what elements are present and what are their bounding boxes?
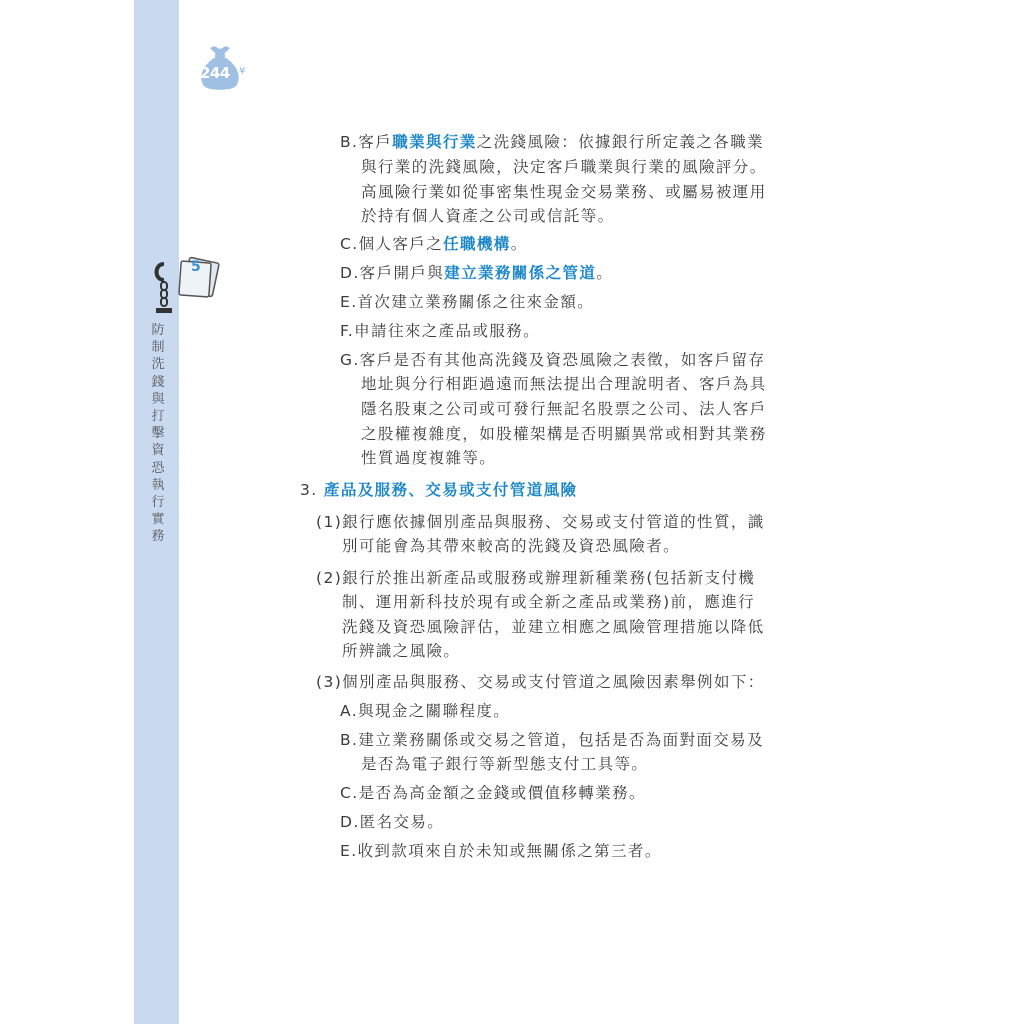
page-number: 244 xyxy=(200,64,230,82)
list-item-continuation: 隱名股東之公司或可發行無記名股票之公司、法人客戶 xyxy=(361,400,767,418)
list-item-continuation: 是否為電子銀行等新型態支付工具等。 xyxy=(361,755,649,773)
list-item-continuation: 之股權複雜度，如股權架構是否明顯異常或相對其業務 xyxy=(361,425,767,443)
chapter-number: 5 xyxy=(191,259,201,275)
list-item-continuation: 性質過度複雜等。 xyxy=(361,449,497,467)
list-item: D.客戶開戶與建立業務關係之管道。 xyxy=(340,264,614,282)
list-item: C.是否為高金額之金錢或價值移轉業務。 xyxy=(340,784,646,802)
currency-symbol: ¥ xyxy=(239,66,246,77)
list-item: B.客戶職業與行業之洗錢風險：依據銀行所定義之各職業 xyxy=(340,133,765,151)
numbered-paragraph: (1)銀行應依據個別產品與服務、交易或支付管道的性質，識 xyxy=(316,513,765,531)
paragraph-continuation: 別可能會為其帶來較高的洗錢及資恐風險者。 xyxy=(342,537,681,555)
list-item: B.建立業務關係或交易之管道，包括是否為面對面交易及 xyxy=(340,731,764,749)
numbered-paragraph: (2)銀行於推出新產品或服務或辦理新種業務(包括新支付機 xyxy=(316,569,756,587)
numbered-paragraph: (3)個別產品與服務、交易或支付管道之風險因素舉例如下： xyxy=(316,673,765,691)
list-item: F.申請往來之產品或服務。 xyxy=(340,322,541,340)
paragraph-continuation: 所辨識之風險。 xyxy=(342,642,461,660)
list-item-continuation: 與行業的洗錢風險，決定客戶職業與行業的風險評分。 xyxy=(361,158,767,176)
list-item-continuation: 高風險行業如從事密集性現金交易業務、或屬易被運用 xyxy=(361,183,767,201)
list-item: C.個人客戶之任職機構。 xyxy=(340,235,528,253)
paragraph-continuation: 洗錢及資恐風險評估，並建立相應之風險管理措施以降低 xyxy=(342,618,765,636)
vertical-chapter-title: 防制洗錢與打擊資恐執行實務 xyxy=(151,323,165,545)
list-item-continuation: 地址與分行相距過遠而無法提出合理說明者、客戶為具 xyxy=(361,375,767,393)
paragraph-continuation: 制、運用新科技於現有或全新之產品或業務)前，應進行 xyxy=(342,593,756,611)
list-item: D.匿名交易。 xyxy=(340,813,445,831)
list-item: E.收到款項來自於未知或無關係之第三者。 xyxy=(340,842,662,860)
list-item: A.與現金之關聯程度。 xyxy=(340,702,511,720)
list-item: G.客戶是否有其他高洗錢及資恐風險之表徵，如客戶留存 xyxy=(340,351,766,369)
list-item: E.首次建立業務關係之往來金額。 xyxy=(340,293,595,311)
section-heading: 3. 產品及服務、交易或支付管道風險 xyxy=(300,481,578,499)
list-item-continuation: 於持有個人資產之公司或信託等。 xyxy=(361,207,615,225)
